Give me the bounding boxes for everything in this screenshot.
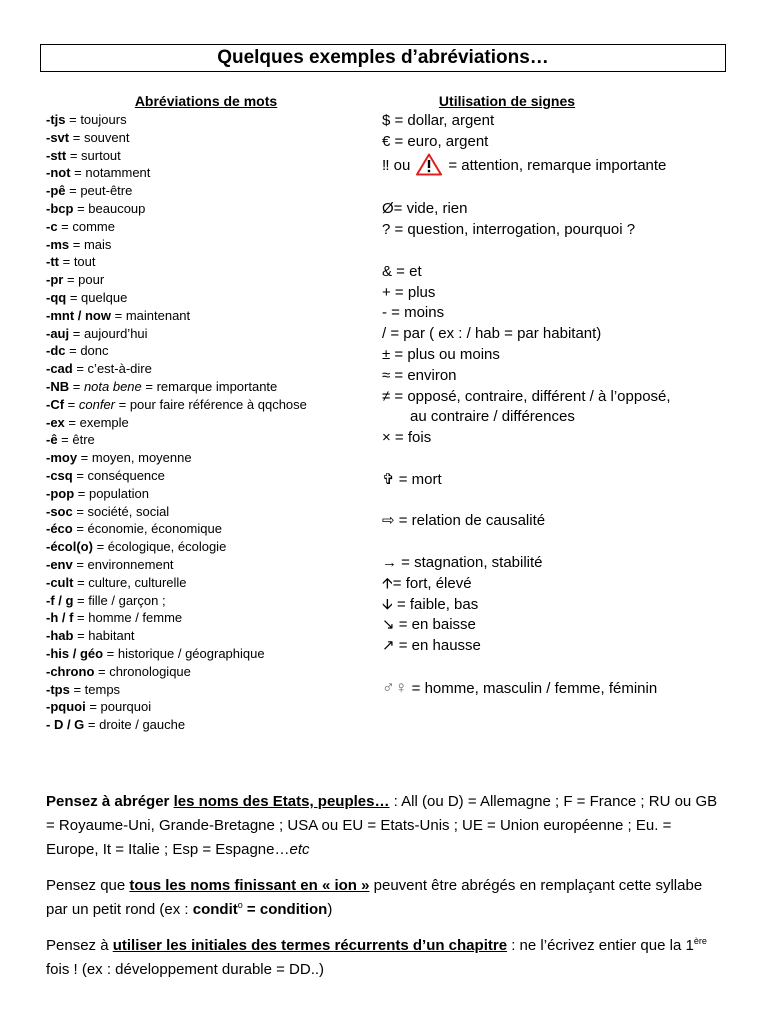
gender-text: = homme, masculin / femme, féminin <box>407 679 658 697</box>
sign-strong: 🡩= fort, élevé <box>382 574 472 592</box>
abbreviation-term: -ê <box>46 432 58 448</box>
abbreviation-term: -dc <box>46 343 66 359</box>
abbreviation-term: -chrono <box>46 663 95 679</box>
abbreviation-term: -mnt / now <box>46 307 111 323</box>
abbreviation-meaning: = <box>64 396 79 412</box>
note-ion-end: ) <box>327 901 333 918</box>
abbreviation-term: -svt <box>46 129 70 145</box>
abbreviation-term: -f / g <box>46 592 74 608</box>
abbreviation-item <box>46 129 366 147</box>
abbreviation-meaning: = conséquence <box>72 467 165 483</box>
abbreviation-meaning: = pourquoi <box>85 699 152 715</box>
page-title: Quelques exemples d’abréviations… <box>40 44 726 72</box>
abbreviation-item <box>46 342 366 360</box>
abbreviation-meaning: = surtout <box>66 147 121 163</box>
abbreviation-term: -ms <box>46 236 70 252</box>
sign-gender <box>382 678 742 699</box>
note-ion <box>46 874 726 922</box>
abbreviation-meaning: = historique / géographique <box>103 645 265 661</box>
abbreviation-term: -stt <box>46 147 67 163</box>
abbreviation-term: -pop <box>46 485 75 501</box>
abbreviation-term: -cult <box>46 574 74 590</box>
abbreviation-item <box>46 538 366 556</box>
sign-attention <box>382 153 742 179</box>
abbreviation-term: -csq <box>46 467 73 483</box>
abbreviation-meaning: = notamment <box>70 165 151 181</box>
sign-rise: ↗ = en hausse <box>382 637 481 655</box>
abbreviation-meaning: = c’est-à-dire <box>72 361 152 377</box>
note-ion-example: condit <box>192 901 238 918</box>
note-initials-sup: ère <box>693 936 707 946</box>
abbreviation-item <box>46 289 366 307</box>
abbreviation-item <box>46 325 366 343</box>
abbreviation-meaning: = exemple <box>64 414 129 430</box>
abbreviation-meaning: = moyen, moyenne <box>77 450 192 466</box>
abbreviation-item <box>46 449 366 467</box>
sign-approx: ≈ = environ <box>382 366 457 384</box>
note-initials-emphasis: utiliser les initiales des termes récurrents d’un chapitre <box>112 937 508 954</box>
abbreviation-term: -écol(o) <box>46 539 93 555</box>
sign-not-equal-continued <box>382 407 742 428</box>
abbreviation-item <box>46 592 366 610</box>
note-ion-text: peuvent être abrégés en remplaçant cette syllabe par un petit rond (ex : <box>46 877 703 918</box>
abbreviation-term: -éco <box>46 521 73 537</box>
abbreviation-term: -soc <box>46 503 73 519</box>
abbreviation-term: -pr <box>46 272 64 288</box>
sign-weak: 🡫 = faible, bas <box>382 595 479 613</box>
abbreviation-item <box>46 396 366 414</box>
abbreviation-meaning: = aujourd’hui <box>69 325 148 341</box>
signs-heading: Utilisation de signes <box>438 93 576 109</box>
abbreviation-item <box>46 681 366 699</box>
sign-death: ✞ = mort <box>382 470 442 488</box>
gender-symbols-icon: ♂♀ <box>382 677 408 697</box>
abbreviation-item <box>46 378 366 396</box>
abbreviation-item <box>46 485 366 503</box>
note-states-text: : All (ou D) = Allemagne ; F = France ; RU ou GB = Royaume-Uni, Grande-Bretagne ; USA ou EU = Etats-Unis ; UE = Union européenne ; Eu. = Europe, It = Italie ; Esp = Espagne… <box>46 793 718 858</box>
note-ion-example-rest: = condition <box>242 901 328 918</box>
abbreviation-meaning: = économie, économique <box>72 521 222 537</box>
note-initials <box>46 934 726 982</box>
abbreviation-item <box>46 218 366 236</box>
abbreviation-item <box>46 271 366 289</box>
note-states <box>46 790 726 862</box>
sign-minus: - = moins <box>382 304 445 322</box>
footer-notes <box>46 790 726 994</box>
sign-per: / = par ( ex : / hab = par habitant) <box>382 325 602 343</box>
abbreviation-meaning: = société, social <box>72 503 170 519</box>
abbreviation-explanation: = remarque importante <box>141 378 278 394</box>
abbreviation-meaning: = chronologique <box>94 663 191 679</box>
abbreviation-item <box>46 360 366 378</box>
note-ion-lead: Pensez que <box>46 877 130 894</box>
abbreviation-meaning: = beaucoup <box>73 200 146 216</box>
abbreviation-term: -tjs <box>46 112 66 127</box>
note-ion-example-sup: o <box>237 900 243 910</box>
abbreviation-term: -env <box>46 556 73 572</box>
abbreviation-item <box>46 111 366 129</box>
abbreviation-item <box>46 520 366 538</box>
abbreviation-term: -c <box>46 218 58 234</box>
abbreviation-item <box>46 663 366 681</box>
abbreviation-meaning: = souvent <box>69 129 130 145</box>
sign-times: × = fois <box>382 429 432 447</box>
abbreviation-meaning: = toujours <box>65 112 127 127</box>
attention-prefix: ‼ ou <box>382 156 411 174</box>
abbreviation-item <box>46 467 366 485</box>
abbreviation-meaning: = donc <box>65 343 109 359</box>
warning-triangle-icon <box>416 153 442 176</box>
sign-plus: + = plus <box>382 283 436 301</box>
note-initials-lead: Pensez à <box>46 937 113 954</box>
sign-decline: ↘ = en baisse <box>382 616 476 634</box>
abbreviation-meaning: = quelque <box>66 289 128 305</box>
abbreviation-item <box>46 574 366 592</box>
abbreviation-item <box>46 307 366 325</box>
note-initials-text: : ne l’écrivez entier que la 1 <box>507 937 694 954</box>
sign-causality: ⇨ = relation de causalité <box>382 512 546 530</box>
abbreviation-term: -pê <box>46 183 66 199</box>
abbreviation-term: -pquoi <box>46 699 86 715</box>
abbreviation-meaning: = écologique, écologie <box>92 539 227 555</box>
sign-dollar: $ = dollar, argent <box>382 112 495 129</box>
abbreviation-meaning: = population <box>74 485 149 501</box>
abbreviation-term: -tps <box>46 681 70 697</box>
abbreviation-meaning: = homme / femme <box>73 610 183 626</box>
abbreviation-term: -auj <box>46 325 70 341</box>
abbreviation-meaning: = habitant <box>73 628 135 644</box>
abbreviation-item <box>46 645 366 663</box>
abbreviation-item <box>46 414 366 432</box>
abbreviation-item <box>46 147 366 165</box>
abbreviation-meaning: = maintenant <box>111 307 191 323</box>
sign-and: & = et <box>382 262 422 280</box>
abbreviation-term: -moy <box>46 450 78 466</box>
abbreviation-meaning: = être <box>57 432 95 448</box>
note-states-emphasis: les noms des Etats, peuples… <box>173 793 390 810</box>
abbreviation-term: -not <box>46 165 71 181</box>
abbreviation-term: -qq <box>46 289 67 305</box>
abbreviation-latin: nota bene <box>83 378 142 394</box>
abbreviation-meaning: = peut-être <box>65 183 133 199</box>
abbreviation-explanation: = pour faire référence à qqchose <box>115 396 307 412</box>
abbreviation-meaning: = pour <box>63 272 105 288</box>
abbreviation-item <box>46 627 366 645</box>
abbreviation-item <box>46 716 366 734</box>
abbreviation-meaning: = mais <box>69 236 112 252</box>
abbreviation-meaning: = culture, culturelle <box>73 574 187 590</box>
note-initials-end: fois ! (ex : développement durable = DD..) <box>46 961 325 978</box>
abbreviation-term: -NB <box>46 378 70 394</box>
abbreviation-term: - D / G <box>46 717 85 733</box>
sign-stagnation: → = stagnation, stabilité <box>382 553 543 571</box>
sign-not-equal: ≠ = opposé, contraire, différent / à l’opposé, <box>382 387 671 405</box>
abbreviation-item <box>46 556 366 574</box>
abbreviation-meaning: = fille / garçon ; <box>73 592 166 608</box>
sign-question: ? = question, interrogation, pourquoi ? <box>382 221 636 239</box>
abbreviation-item <box>46 164 366 182</box>
abbreviation-term: -cad <box>46 361 73 377</box>
abbreviation-term: -his / géo <box>46 645 104 661</box>
word-abbreviations-column <box>46 92 366 734</box>
abbreviation-meaning: = <box>69 378 84 394</box>
abbreviation-meaning: = tout <box>59 254 96 270</box>
abbreviation-meaning: = environnement <box>72 556 174 572</box>
abbreviation-item <box>46 431 366 449</box>
sign-empty: Ø= vide, rien <box>382 200 468 218</box>
word-abbreviations-heading: Abréviations de mots <box>134 93 278 109</box>
abbreviation-meaning: = comme <box>57 218 115 234</box>
sign-euro: € = euro, argent <box>382 132 489 150</box>
abbreviation-term: -hab <box>46 628 74 644</box>
abbreviation-term: -Cf <box>46 396 65 412</box>
note-ion-emphasis: tous les noms finissant en « ion » <box>129 877 370 894</box>
abbreviation-item <box>46 253 366 271</box>
abbreviation-meaning: = temps <box>69 681 121 697</box>
abbreviation-term: -bcp <box>46 200 74 216</box>
sign-not-equal-continued-text: au contraire / différences <box>410 408 575 426</box>
abbreviation-term: -h / f <box>46 610 74 626</box>
note-states-lead: Pensez à abréger <box>46 793 174 810</box>
abbreviation-latin: confer <box>78 396 116 412</box>
abbreviation-item <box>46 698 366 716</box>
abbreviation-item <box>46 182 366 200</box>
note-states-etc: etc <box>289 841 310 858</box>
abbreviation-list <box>46 111 366 734</box>
abbreviation-meaning: = droite / gauche <box>84 717 186 733</box>
sign-plusminus: ± = plus ou moins <box>382 345 500 363</box>
signs-column <box>382 92 742 699</box>
abbreviation-item <box>46 503 366 521</box>
abbreviation-term: -tt <box>46 254 59 270</box>
abbreviation-term: -ex <box>46 414 65 430</box>
abbreviation-item <box>46 200 366 218</box>
attention-text: = attention, remarque importante <box>448 156 667 174</box>
abbreviation-item <box>46 609 366 627</box>
abbreviation-item <box>46 236 366 254</box>
